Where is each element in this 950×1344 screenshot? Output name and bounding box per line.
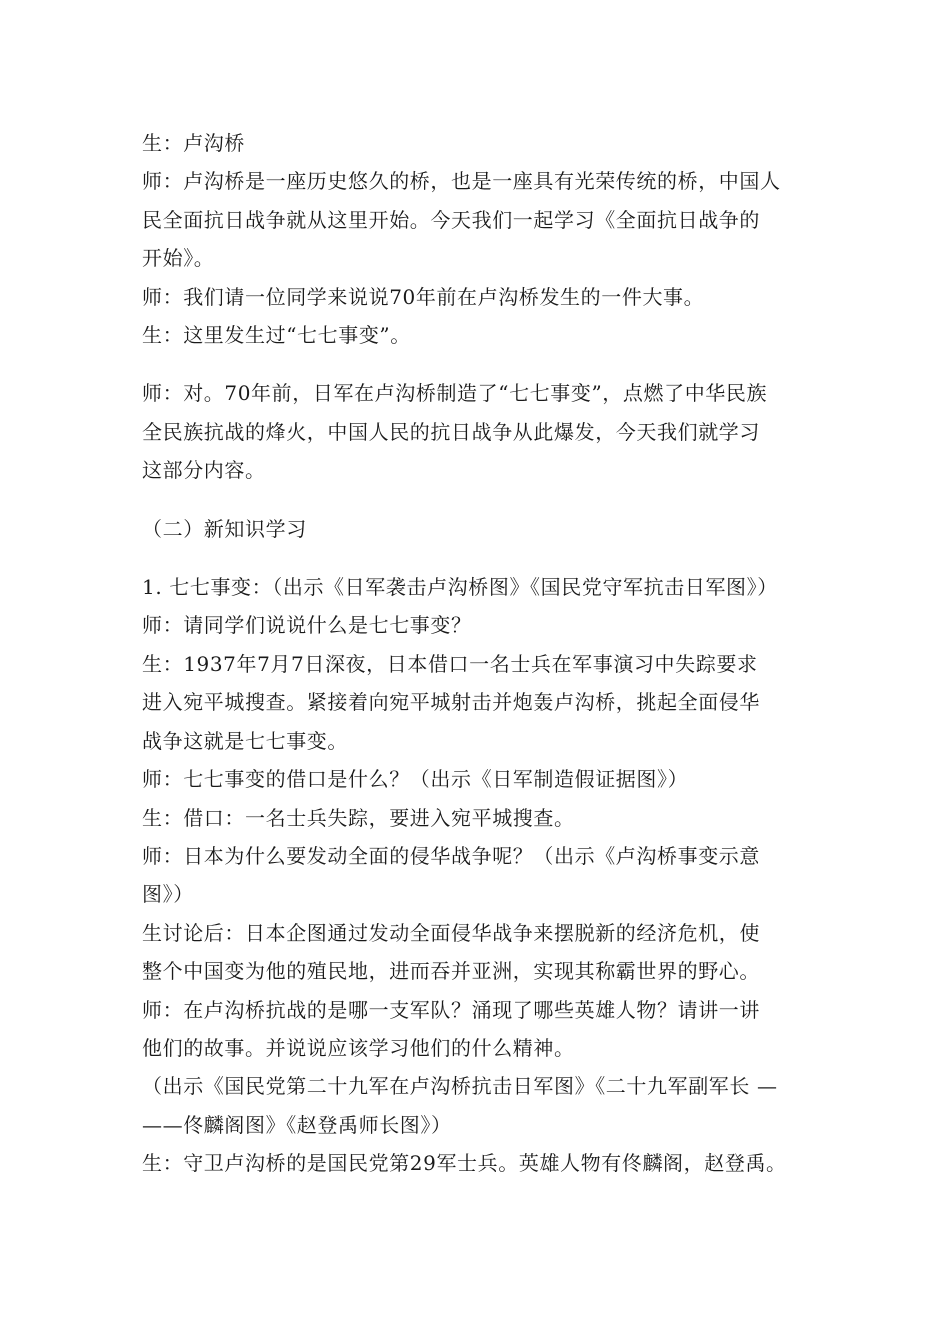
- dialogue-line: 全民族抗战的烽火，中国人民的抗日战争从此爆发，今天我们就学习: [142, 419, 760, 444]
- dialogue-line: 生：1937年7月7日深夜，日本借口一名士兵在军事演习中失踪要求: [142, 651, 758, 676]
- dialogue-line: 图》）: [142, 882, 194, 907]
- dialogue-line: 师：在卢沟桥抗战的是哪一支军队？涌现了哪些英雄人物？请讲一讲: [142, 997, 760, 1022]
- dialogue-line: 生：借口：一名士兵失踪，要进入宛平城搜查。: [142, 805, 575, 830]
- dialogue-line: 进入宛平城搜查。紧接着向宛平城射击并炮轰卢沟桥，挑起全面侵华: [142, 690, 760, 715]
- dialogue-line: 师：卢沟桥是一座历史悠久的桥，也是一座具有光荣传统的桥，中国人: [142, 169, 781, 194]
- document-page: [142, 124, 814, 1183]
- subsection-heading: 1. 七七事变：（出示《日军袭击卢沟桥图》《国民党守军抗击日军图》）: [142, 575, 778, 600]
- dialogue-line: 师：对。70年前，日军在卢沟桥制造了“七七事变”，点燃了中华民族: [142, 381, 768, 406]
- section-heading: （二）新知识学习: [142, 516, 307, 541]
- dialogue-line: 这部分内容。: [142, 458, 266, 483]
- dialogue-line: 师：七七事变的借口是什么？（出示《日军制造假证据图》）: [142, 767, 689, 792]
- dialogue-line: 生讨论后：日本企图通过发动全面侵华战争来摆脱新的经济危机，使: [142, 920, 760, 945]
- dialogue-line: 整个中国变为他的殖民地，进而吞并亚洲，实现其称霸世界的野心。: [142, 959, 760, 984]
- dialogue-line: 生：这里发生过“七七事变”。: [142, 323, 411, 348]
- dialogue-line: 师：我们请一位同学来说说70年前在卢沟桥发生的一件大事。: [142, 284, 705, 309]
- dialogue-line: 师：日本为什么要发动全面的侵华战争呢？（出示《卢沟桥事变示意: [142, 843, 760, 868]
- stage-note: ——佟麟阁图》《赵登禹师长图》）: [142, 1112, 452, 1137]
- stage-note: （出示《国民党第二十九军在卢沟桥抗击日军图》《二十九军副军长 —: [142, 1074, 778, 1099]
- dialogue-line: 生：卢沟桥: [142, 131, 245, 155]
- dialogue-line: 师：请同学们说说什么是七七事变？: [142, 613, 472, 638]
- dialogue-line: 战争这就是七七事变。: [142, 728, 348, 753]
- dialogue-line: 他们的故事。并说说应该学习他们的什么精神。: [142, 1035, 575, 1060]
- dialogue-line: 开始》。: [142, 246, 215, 271]
- dialogue-line: 生：守卫卢沟桥的是国民党第29军士兵。英雄人物有佟麟阁，赵登禹。: [142, 1151, 787, 1176]
- dialogue-line: 民全面抗日战争就从这里开始。今天我们一起学习《全面抗日战争的: [142, 207, 760, 232]
